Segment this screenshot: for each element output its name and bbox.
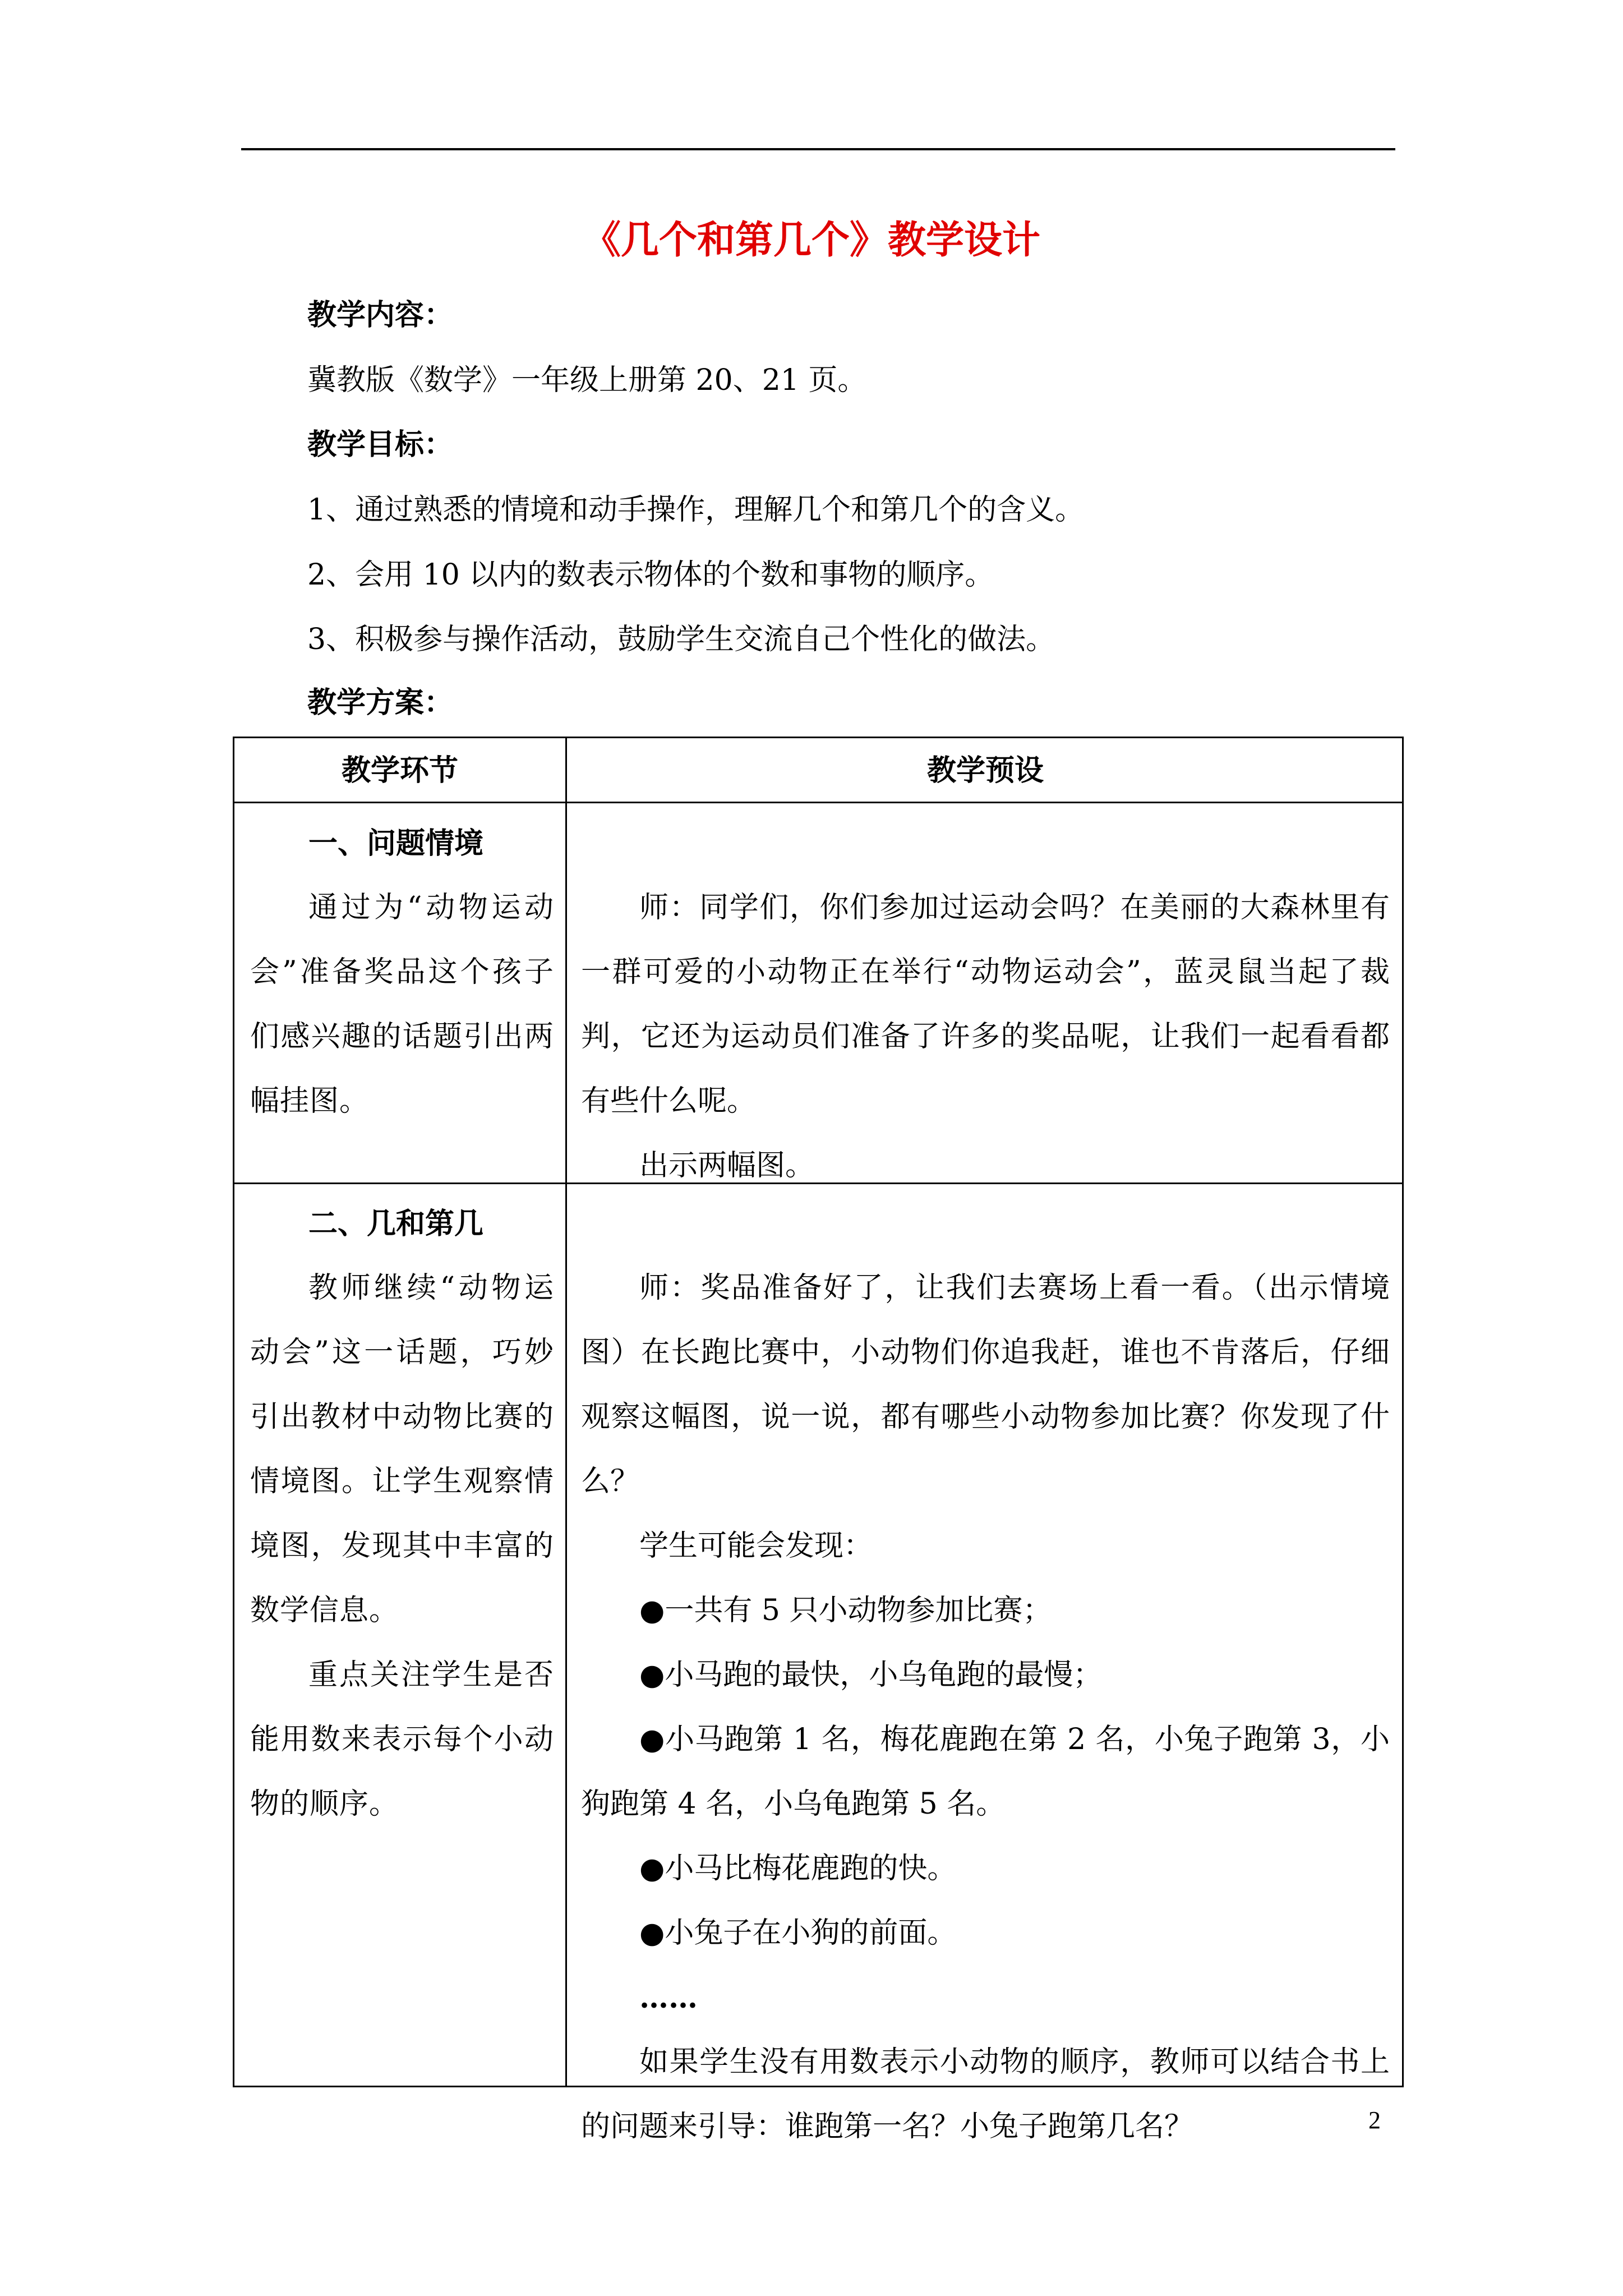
teaching-objectives-label: 教学目标： <box>307 427 454 462</box>
plan-paragraph: 出示两幅图。 <box>639 1149 815 1182</box>
teaching-plan-table <box>233 737 1404 2143</box>
table-row-1-plan-cell <box>581 876 1390 1198</box>
header-rule <box>241 148 1395 150</box>
page-number: 2 <box>1368 2106 1381 2134</box>
bullet-item: ●小兔子在小狗的前面。 <box>639 1916 957 1950</box>
bullet-item: ●一共有 5 只小动物参加比赛； <box>639 1594 1052 1627</box>
column-header-plan: 教学预设 <box>926 753 1044 788</box>
stage-title: 一、问题情境 <box>308 826 484 861</box>
objective-item: 2、会用 10 以内的数表示物体的个数和事物的顺序。 <box>307 558 994 592</box>
teaching-content-text: 冀教版《数学》一年级上册第 20、21 页。 <box>307 364 867 397</box>
stage-description: 通过为“动物运动会”准备奖品这个孩子们感兴趣的话题引出两幅挂图。 <box>250 891 554 1118</box>
plan-paragraph: 师：奖品准备好了，让我们去赛场上看一看。（出示情境图）在长跑比赛中，小动物们你追我赶，谁也不肯落后，仔细观察这幅图，说一说，都有哪些小动物参加比赛？你发现了什么？ <box>581 1271 1390 1498</box>
bullet-item: ●小马跑第 1 名，梅花鹿跑在第 2 名，小兔子跑第 3，小狗跑第 4 名，小乌龟跑第 5 名。 <box>581 1723 1390 1821</box>
plan-paragraph: 师：同学们，你们参加过运动会吗？在美丽的大森林里有一群可爱的小动物正在举行“动物运动会”，蓝灵鼠当起了裁判，它还为运动员们准备了许多的奖品呢，让我们一起看看都有些什么呢。 <box>581 891 1390 1118</box>
stage-description: 教师继续“动物运动会”这一话题，巧妙引出教材中动物比赛的情境图。让学生观察情境图，发现其中丰富的数学信息。 <box>250 1271 554 1627</box>
column-divider <box>565 738 567 2086</box>
table-row-1-stage-cell <box>250 811 554 1134</box>
document-title: 《几个和第几个》教学设计 <box>582 218 1040 263</box>
bullet-item: ●小马跑的最快，小乌龟跑的最慢； <box>639 1658 1103 1692</box>
ellipsis: …… <box>639 1981 698 2015</box>
table-row-2-stage-cell <box>250 1191 554 1837</box>
objective-item: 1、通过熟悉的情境和动手操作，理解几个和第几个的含义。 <box>307 493 1085 527</box>
teaching-content-label: 教学内容： <box>307 298 454 332</box>
column-header-stage: 教学环节 <box>341 753 458 788</box>
table-row-2-plan-cell <box>581 1256 1390 2159</box>
plan-paragraph: 学生可能会发现： <box>639 1529 873 1563</box>
plan-paragraph: 如果学生没有用数表示小动物的顺序，教师可以结合书上的问题来引导：谁跑第一名？小兔子跑第几名？ <box>581 2045 1390 2143</box>
teaching-plan-label: 教学方案： <box>307 685 454 720</box>
objective-item: 3、积极参与操作活动，鼓励学生交流自己个性化的做法。 <box>307 623 1055 656</box>
bullet-item: ●小马比梅花鹿跑的快。 <box>639 1852 957 1885</box>
stage-title: 二、几和第几 <box>308 1207 484 1241</box>
stage-description: 重点关注学生是否能用数来表示每个小动物的顺序。 <box>250 1658 554 1821</box>
